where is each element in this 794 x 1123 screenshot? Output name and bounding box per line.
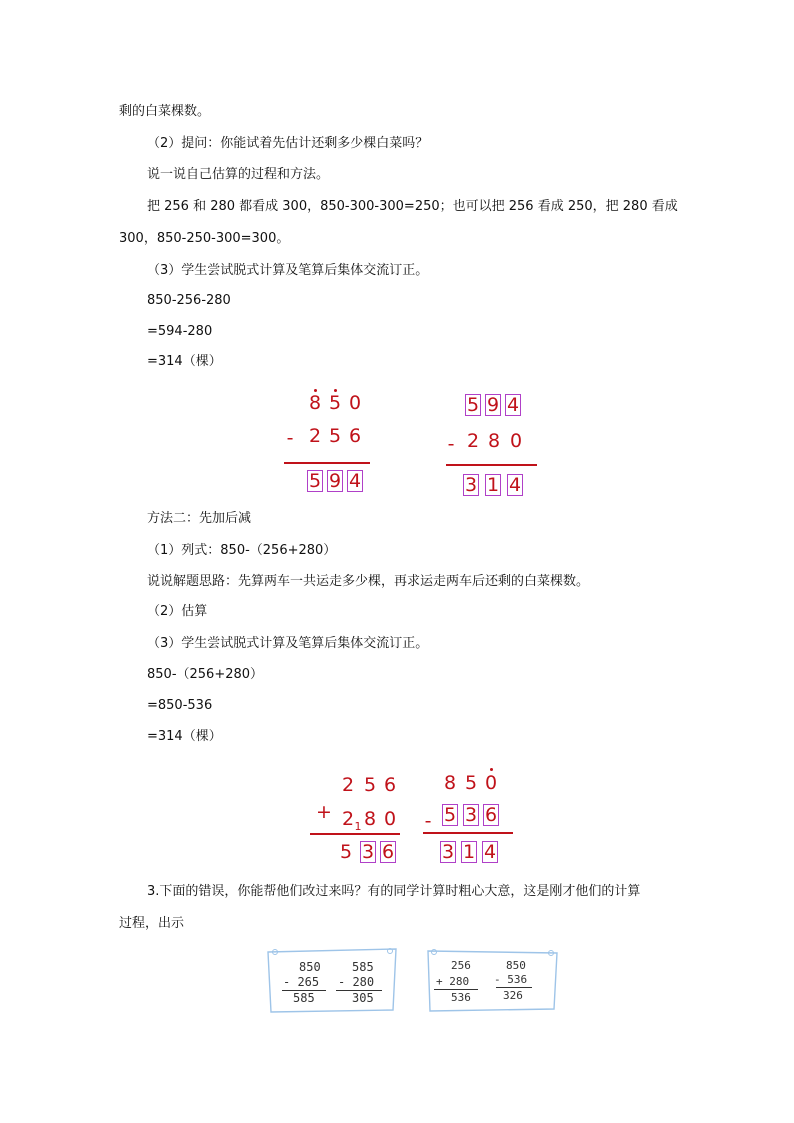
text-line: （2）提问：你能试着先估计还剩多少棵白菜吗？ (147, 136, 429, 151)
handwritten-number: - 265 (283, 975, 320, 989)
digit: 8 (308, 392, 322, 414)
handwritten-number: 305 (352, 991, 374, 1005)
text-line: 方法二：先加后减 (147, 511, 252, 526)
text-line: （2）估算 (147, 604, 208, 619)
text-line: =850-536 (147, 698, 213, 713)
answer-box: 3 (464, 804, 478, 826)
text-line: =314（棵） (147, 729, 222, 744)
answer-box: 1 (462, 841, 476, 863)
digit: 8 (363, 808, 377, 830)
borrow-dot (314, 389, 317, 392)
digit: 5 (339, 841, 353, 863)
operator: - (424, 810, 432, 832)
text-line: 剩的白菜棵数。 (119, 104, 211, 119)
vertical-calculation-1 (280, 388, 380, 498)
vertical-calculation-2 (443, 388, 543, 498)
digit: 2 (308, 425, 322, 447)
digit: 0 (348, 392, 362, 414)
handwritten-number: + 280 (436, 975, 470, 988)
answer-box: 5 (308, 470, 322, 492)
text-line: （3）学生尝试脱式计算及笔算后集体交流订正。 (147, 636, 429, 651)
handwritten-number: - 280 (338, 975, 375, 989)
digit: 8 (443, 772, 457, 794)
text-line: 说说解题思路：先算两车一共运走多少棵，再求运走两车后还剩的白菜棵数。 (147, 574, 590, 589)
digit: 6 (348, 425, 362, 447)
borrow-dot (334, 389, 337, 392)
answer-box: 3 (361, 841, 375, 863)
handwritten-number: 536 (451, 991, 471, 1004)
digit: 2 (341, 808, 355, 830)
answer-box: 3 (441, 841, 455, 863)
answer-box: 9 (486, 394, 500, 416)
answer-box: 4 (483, 841, 497, 863)
digit: 6 (383, 774, 397, 796)
answer-rule (446, 464, 537, 466)
handwritten-number: 850 (299, 960, 321, 974)
handwritten-number: 585 (352, 960, 374, 974)
borrow-dot (490, 768, 493, 771)
answer-box: 5 (443, 804, 457, 826)
text-line: 说一说自己估算的过程和方法。 (147, 167, 330, 182)
operator: - (286, 427, 294, 449)
digit: 5 (464, 772, 478, 794)
handwritten-card (262, 946, 402, 1014)
handwritten-number: 585 (293, 991, 315, 1005)
text-line: （1）列式：850-（256+280） (147, 543, 337, 558)
digit: 5 (328, 425, 342, 447)
operator: + (316, 801, 332, 823)
answer-box: 6 (381, 841, 395, 863)
digit: 0 (383, 808, 397, 830)
text-line: 300，850-250-300=300。 (119, 231, 290, 246)
text-line: （3）学生尝试脱式计算及笔算后集体交流订正。 (147, 263, 429, 278)
answer-box: 4 (508, 474, 522, 496)
answer-box: 6 (484, 804, 498, 826)
digit: 5 (363, 774, 377, 796)
digit: 2 (341, 774, 355, 796)
handwritten-card (424, 946, 564, 1014)
handwritten-number: 850 (506, 959, 526, 972)
handwritten-rule (496, 987, 532, 988)
handwritten-number: 326 (503, 989, 523, 1002)
text-line: =314（棵） (147, 354, 222, 369)
text-line: 850-（256+280） (147, 667, 264, 682)
text-line: 3.下面的错误，你能帮他们改过来吗？有的同学计算时粗心大意，这是刚才他们的计算 (147, 884, 641, 899)
digit: 8 (487, 430, 501, 452)
text-line: 850-256-280 (147, 293, 231, 308)
answer-rule (423, 832, 513, 834)
vertical-calculation-4 (420, 766, 520, 868)
answer-box: 1 (486, 474, 500, 496)
carry-digit: 1 (354, 820, 362, 833)
answer-rule (310, 833, 400, 835)
text-line: =594-280 (147, 324, 213, 339)
digit: 0 (509, 430, 523, 452)
digit: 2 (466, 430, 480, 452)
operator: - (447, 433, 455, 455)
answer-box: 3 (464, 474, 478, 496)
answer-box: 9 (328, 470, 342, 492)
text-line: 过程，出示 (119, 916, 185, 931)
handwritten-number: - 536 (494, 973, 528, 986)
answer-box: 4 (506, 394, 520, 416)
answer-box: 5 (466, 394, 480, 416)
vertical-calculation-3 (308, 768, 408, 868)
answer-box: 4 (348, 470, 362, 492)
handwritten-rule (434, 989, 478, 990)
digit: 0 (484, 772, 498, 794)
digit: 5 (328, 392, 342, 414)
handwritten-number: 256 (451, 959, 471, 972)
answer-rule (284, 462, 370, 464)
text-line: 把 256 和 280 都看成 300，850-300-300=250；也可以把 256 看成 250，把 280 看成 (147, 199, 678, 214)
